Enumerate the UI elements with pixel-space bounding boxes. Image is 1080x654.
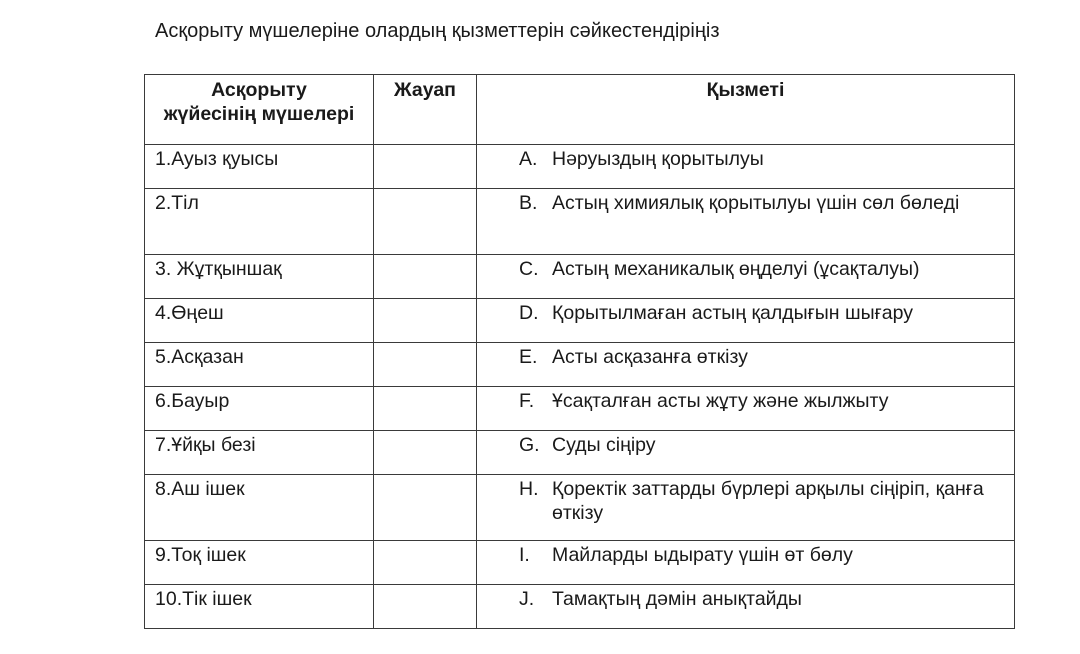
function-cell: [477, 431, 1015, 475]
function-letter: E.: [519, 346, 538, 368]
header-organ-line2: жүйесінің мүшелері: [163, 103, 355, 125]
function-text: Майларды ыдырату үшін өт бөлу: [552, 544, 853, 566]
answer-cell[interactable]: [374, 431, 477, 475]
table-row: [145, 475, 1015, 541]
answer-cell[interactable]: [374, 475, 477, 541]
table-row: [145, 189, 1015, 255]
table-row: [145, 343, 1015, 387]
answer-cell[interactable]: [374, 189, 477, 255]
function-text: Асты асқазанға өткізу: [552, 346, 748, 368]
function-text: Ұсақталған асты жұту және жылжыту: [552, 390, 889, 412]
organ-cell: 10.Тік ішек: [145, 585, 374, 629]
header-organ: [145, 75, 374, 145]
function-cell: [477, 145, 1015, 189]
function-letter: J.: [519, 588, 535, 610]
organ-cell: 3. Жұтқыншақ: [145, 255, 374, 299]
function-cell: [477, 255, 1015, 299]
answer-cell[interactable]: [374, 145, 477, 189]
function-text: Астың механикалық өңделуі (ұсақталуы): [552, 258, 920, 280]
table-row: [145, 585, 1015, 629]
function-cell: [477, 475, 1015, 541]
answer-cell[interactable]: [374, 343, 477, 387]
function-text: Тамақтың дәмін анықтайды: [552, 588, 802, 610]
function-letter: D.: [519, 302, 539, 324]
function-text: Қорытылмаған астың қалдығын шығару: [552, 302, 913, 324]
function-cell: [477, 299, 1015, 343]
function-letter: C.: [519, 258, 539, 280]
organ-cell: 5.Асқазан: [145, 343, 374, 387]
function-cell: [477, 387, 1015, 431]
table-row: [145, 145, 1015, 189]
answer-cell[interactable]: [374, 541, 477, 585]
matching-table: [144, 74, 1015, 629]
table-row: [145, 299, 1015, 343]
organ-cell: 2.Тіл: [145, 189, 374, 255]
organ-cell: 4.Өңеш: [145, 299, 374, 343]
function-letter: F.: [519, 390, 535, 412]
function-letter: G.: [519, 434, 540, 456]
header-answer: Жауап: [374, 75, 477, 145]
table-row: [145, 255, 1015, 299]
function-cell: [477, 585, 1015, 629]
function-letter: B.: [519, 192, 538, 214]
table-row: [145, 541, 1015, 585]
function-cell: [477, 541, 1015, 585]
header-organ-line1: Асқорыту: [211, 79, 307, 101]
answer-cell[interactable]: [374, 387, 477, 431]
function-cell: [477, 343, 1015, 387]
table-row: [145, 387, 1015, 431]
answer-cell[interactable]: [374, 299, 477, 343]
function-text: Суды сіңіру: [552, 434, 656, 456]
header-function: Қызметі: [477, 75, 1015, 145]
function-text: Қоректік заттарды бүрлері арқылы сіңіріп, қанға өткізу: [552, 478, 984, 524]
answer-cell[interactable]: [374, 255, 477, 299]
answer-cell[interactable]: [374, 585, 477, 629]
function-text: Астың химиялық қорытылуы үшін сөл бөледі: [552, 192, 960, 214]
function-letter: A.: [519, 148, 538, 170]
organ-cell: 1.Ауыз қуысы: [145, 145, 374, 189]
page-title: Асқорыту мүшелеріне олардың қызметтерін сәйкестендіріңіз: [155, 20, 720, 42]
organ-cell: 9.Тоқ ішек: [145, 541, 374, 585]
function-text: Нәруыздың қорытылуы: [552, 148, 764, 170]
table-header-row: [145, 75, 1015, 145]
function-letter: H.: [519, 478, 539, 500]
organ-cell: 8.Аш ішек: [145, 475, 374, 541]
organ-cell: 7.Ұйқы безі: [145, 431, 374, 475]
function-cell: [477, 189, 1015, 255]
function-letter: I.: [519, 544, 530, 566]
table-row: [145, 431, 1015, 475]
organ-cell: 6.Бауыр: [145, 387, 374, 431]
